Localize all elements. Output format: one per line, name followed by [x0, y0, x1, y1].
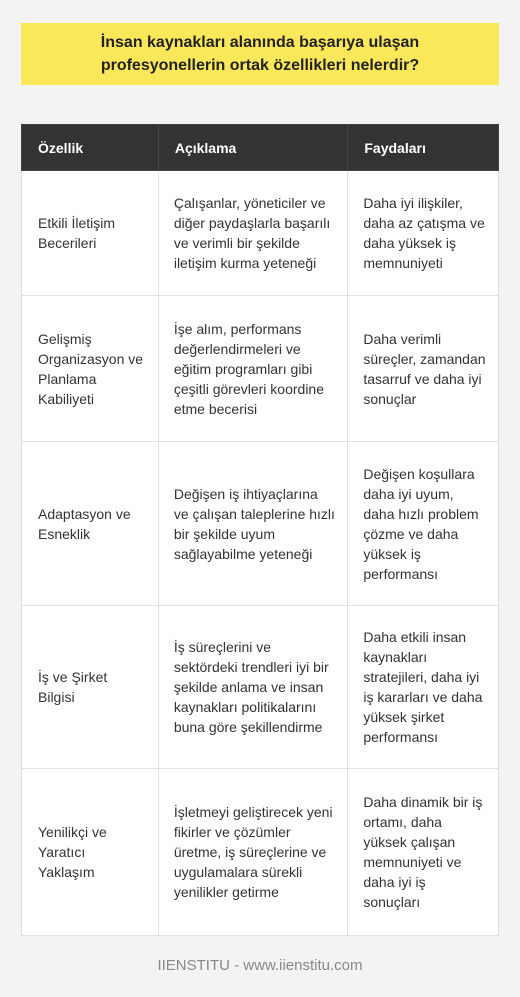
table-row: [22, 606, 499, 769]
column-header-feature: Özellik: [22, 125, 159, 171]
description-cell: Değişen iş ihtiyaçlarına ve çalışan taleplerine hızlı bir şekilde uyum sağlayabilme yeteneği: [158, 442, 348, 606]
feature-cell: İş ve Şirket Bilgisi: [22, 606, 159, 769]
footer-credit: IIENSTITU - www.iienstitu.com: [157, 957, 363, 974]
column-header-benefits: Faydaları: [348, 125, 499, 171]
benefits-cell: Daha etkili insan kaynakları stratejileri, daha iyi iş kararları ve daha yüksek şirket performansı: [348, 606, 499, 769]
title-banner: [21, 23, 499, 85]
description-cell: Çalışanlar, yöneticiler ve diğer paydaşlarla başarılı ve verimli bir şekilde iletişim kurma yeteneği: [158, 171, 348, 296]
feature-cell: Etkili İletişim Becerileri: [22, 171, 159, 296]
description-cell: İşe alım, performans değerlendirmeleri ve eğitim programları gibi çeşitli görevleri koordine etme becerisi: [158, 296, 348, 442]
table-row: [22, 769, 499, 936]
features-table: [21, 124, 499, 936]
feature-cell: Adaptasyon ve Esneklik: [22, 442, 159, 606]
feature-cell: Gelişmiş Organizasyon ve Planlama Kabiliyeti: [22, 296, 159, 442]
benefits-cell: Daha verimli süreçler, zamandan tasarruf ve daha iyi sonuçlar: [348, 296, 499, 442]
benefits-cell: Daha dinamik bir iş ortamı, daha yüksek çalışan memnuniyeti ve daha iyi iş sonuçları: [348, 769, 499, 936]
table-row: [22, 171, 499, 296]
description-cell: İşletmeyi geliştirecek yeni fikirler ve çözümler üretme, iş süreçlerine ve uygulamalara sürekli yenilikler getirme: [158, 769, 348, 936]
description-cell: İş süreçlerini ve sektördeki trendleri iyi bir şekilde anlama ve insan kaynakları politikalarını buna göre şekillendirme: [158, 606, 348, 769]
table-row: [22, 296, 499, 442]
feature-cell: Yenilikçi ve Yaratıcı Yaklaşım: [22, 769, 159, 936]
benefits-cell: Değişen koşullara daha iyi uyum, daha hızlı problem çözme ve daha yüksek iş performansı: [348, 442, 499, 606]
benefits-cell: Daha iyi ilişkiler, daha az çatışma ve daha yüksek iş memnuniyeti: [348, 171, 499, 296]
table-row: [22, 442, 499, 606]
page-title: İnsan kaynakları alanında başarıya ulaşan profesyonellerin ortak özellikleri nelerdir?: [100, 34, 420, 74]
column-header-description: Açıklama: [158, 125, 348, 171]
table-header-row: [22, 125, 499, 171]
